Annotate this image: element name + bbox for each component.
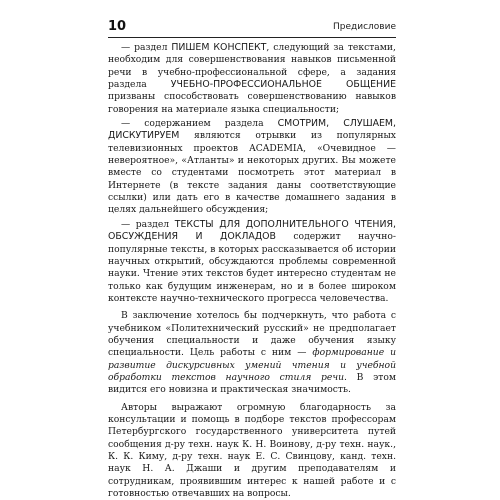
paragraph-watch-listen-discuss: — содержанием раздела СМОТРИМ, СЛУШАЕМ, ДИСКУТИРУЕМ являются отрывки из популярных телевизионных проектов ACADEMIA, «Очевидное — невероятное», «Атланты» и некоторых других. Вы можете вместе со студентами посмотреть этот материал в Интернете (в тексте задания даны соответствующие ссылки) или дать его в качестве домашнего задания в целях дальнейшего обсуждения; xyxy=(108,118,396,216)
page-header xyxy=(108,19,396,39)
section-name-write-summary: ПИШЕМ КОНСПЕКТ xyxy=(171,42,267,53)
page-number: 10 xyxy=(108,19,127,34)
paragraph-write-summary: — раздел ПИШЕМ КОНСПЕКТ, следующий за текстами, необходим для совершенствования навыков письменной речи в учебно-профессиональной сфере, а задания раздела УЧЕБНО-ПРОФЕССИОНАЛЬНОЕ ОБЩЕНИЕ призваны способствовать совершенствованию навыков говорения на материале языка специальности; xyxy=(108,42,396,115)
running-head: Предисловие xyxy=(333,22,396,32)
paragraph-additional-reading: — раздел ТЕКСТЫ ДЛЯ ДОПОЛНИТЕЛЬНОГО ЧТЕНИЯ, ОБСУЖДЕНИЯ И ДОКЛАДОВ содержит научно-популярные тексты, в которых рассказывается об истории научных открытий, обсуждаются проблемы современной науки. Чтение этих текстов будет интересно студентам не только как будущим инженерам, но и в более широком контексте научно-технического прогресса человечества. xyxy=(108,218,396,304)
paragraph-conclusion: В заключение хотелось бы подчеркнуть, что работа с учебником «Политехнический русский» не предполагает обучения специальности и даже обучения языку специальности. Цель работы с ним — формирование и развитие дискурсивных умений чтения и учебной обработки текстов научного стиля речи. В этом видится его новизна и практическая значимость. xyxy=(108,310,396,396)
paragraph-acknowledgements: Авторы выражают огромную благодарность за консультации и помощь в подборе текстов профессорам Петербургского государственного университета путей сообщения д-ру техн. наук К. Н. Воинову, д-ру техн. наук., К. К. Киму, д-ру техн. наук Е. С. Свинцову, канд. техн. наук Н. А. Джаши и другим преподавателям и сотрудникам, проявившим интерес к нашей работе и с готовностью отвечавших на вопросы. xyxy=(108,401,396,500)
section-name-professional-communication: УЧЕБНО-ПРОФЕССИОНАЛЬНОЕ ОБЩЕНИЕ xyxy=(170,79,396,91)
section-name-additional-reading: ТЕКСТЫ ДЛЯ ДОПОЛНИТЕЛЬНОГО ЧТЕНИЯ, ОБСУЖДЕНИЯ И ДОКЛАДОВ xyxy=(108,218,396,243)
emphasized-goal: формирование и развитие дискурсивных умений чтения и учебной обработки текстов научного стиля речи xyxy=(108,347,396,383)
section-name-watch-listen-discuss: СМОТРИМ, СЛУШАЕМ, ДИСКУТИРУЕМ xyxy=(108,118,396,142)
header-rule xyxy=(108,37,396,38)
page-body xyxy=(108,42,396,500)
